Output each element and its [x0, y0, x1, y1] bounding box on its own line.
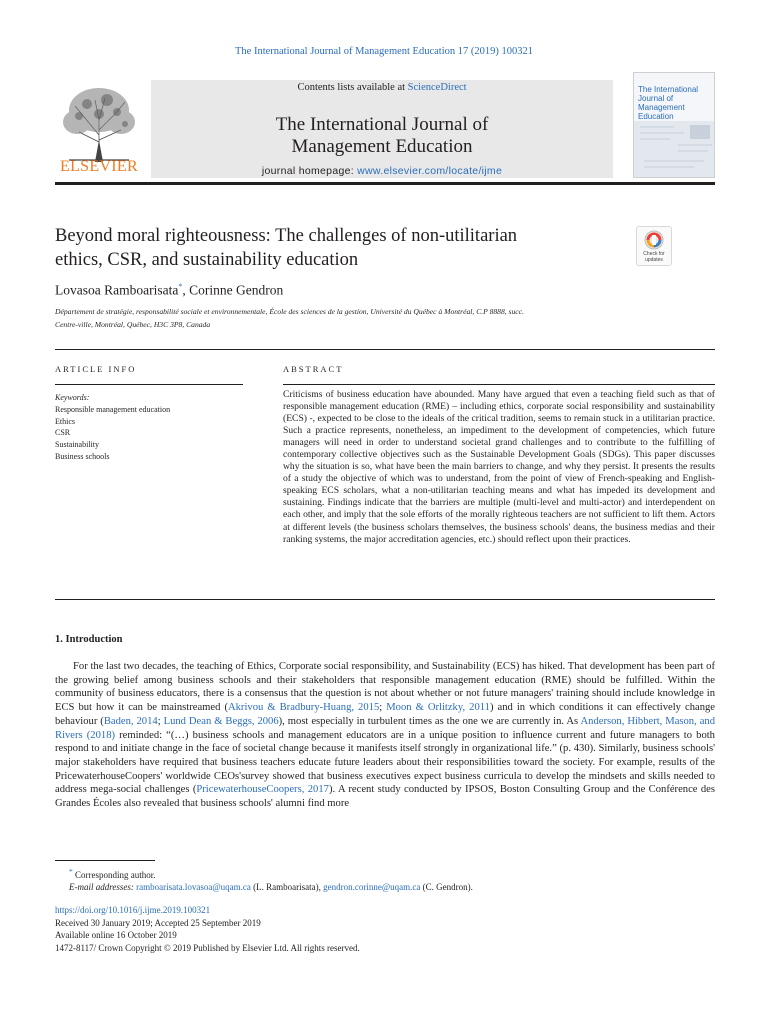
- text-run: ), most especially in turbulent times as the one we are currently in. As: [278, 715, 581, 727]
- masthead-rule: [55, 182, 715, 185]
- text-run: ;: [157, 715, 164, 727]
- keyword-item: Responsible management education: [55, 404, 171, 414]
- contents-prefix: Contents lists available at: [297, 82, 408, 93]
- email-link[interactable]: gendron.corinne@uqam.ca: [323, 882, 421, 893]
- section-rule: [55, 599, 715, 600]
- journal-title-line2: Management Education: [291, 136, 473, 157]
- homepage-prefix: journal homepage:: [261, 165, 358, 177]
- section-heading: 1. Introduction: [55, 634, 123, 645]
- abstract-rule: [283, 384, 715, 385]
- author-list: [55, 282, 283, 299]
- keywords-list: [55, 392, 170, 463]
- article-info-rule: [55, 384, 243, 385]
- keywords-label: Keywords:: [55, 393, 90, 402]
- email-label: E-mail addresses:: [69, 882, 137, 893]
- article-title: [55, 224, 595, 272]
- journal-homepage-link[interactable]: www.elsevier.com/locate/ijme: [357, 165, 503, 177]
- reference-link[interactable]: Baden, 2014: [103, 715, 158, 727]
- text-run: reminded: “(…) business schools and management educators are in a unique position to influence current and future managers to both respond to and initiate change in the face of societal change because it manifests itself strongly in organizational life.” (p. 430). Similarly, business schools' major stakeholders have required that business teachers educate future leaders about their responsibilities toward the society. For example, results of the PricewaterhouseCoopers' worldwide CEOs'survey showed that business executives expect business curricula to develop the mindsets and skills needed to address mega-social challenges (: [55, 729, 715, 796]
- check-for-updates-button[interactable]: [636, 226, 672, 266]
- copyright: 1472-8117/ Crown Copyright © 2019 Published by Elsevier Ltd. All rights reserved.: [55, 942, 360, 953]
- author-name[interactable]: Lovasoa Ramboarisata: [55, 282, 179, 298]
- cover-art-icon: [634, 121, 715, 177]
- keyword-item: Sustainability: [55, 440, 99, 450]
- homepage-line: [151, 165, 613, 177]
- check-updates-label: Check for updates: [643, 251, 665, 263]
- author-name[interactable]: Corinne Gendron: [189, 282, 284, 298]
- received-dates: Received 30 January 2019; Accepted 25 September 2019: [55, 917, 261, 928]
- available-online: Available online 16 October 2019: [55, 930, 177, 941]
- keyword-item: Business schools: [55, 451, 110, 461]
- text-run: ). A recent study conducted by IPSOS, Boston Consulting Group and the Conférence des Grandes Écoles also revealed that business schools' alumni find more: [55, 784, 715, 810]
- footnote-mark: *: [69, 867, 73, 876]
- corresponding-author-note: [55, 866, 715, 881]
- footnotes: [55, 866, 715, 894]
- reference-link[interactable]: Lund Dean & Beggs, 2006: [163, 715, 279, 727]
- article-info-heading: ARTICLE INFO: [55, 364, 137, 374]
- corresponding-mark[interactable]: *: [178, 282, 183, 291]
- reference-link[interactable]: Moon & Orlitzky, 2011: [386, 702, 490, 714]
- journal-citation[interactable]: The International Journal of Management Education 17 (2019) 100321: [235, 46, 533, 57]
- reference-link[interactable]: Akrivou & Bradbury-Huang, 2015: [227, 702, 380, 714]
- introduction-text: [55, 660, 715, 811]
- cover-title: The International Journal of Management Education: [638, 85, 699, 121]
- affiliation: [55, 306, 655, 331]
- author-separator: ,: [182, 282, 190, 298]
- publication-info: [55, 904, 715, 954]
- text-run: For the last two decades, the teaching of Ethics, Corporate social responsibility, and Sustainability (ECS) has hiked. That development has been part of the growing belief among business schools and their stakeholders that responsible management education (RME) should be fulfilled. Within the community of business educators, there is a consensus that the question is not about whether or not future managers' training should include knowledge in ECS but how it can be mainstreamed (: [55, 661, 715, 714]
- footnote-text: Corresponding author.: [72, 870, 156, 880]
- email-note: [55, 881, 715, 893]
- abstract-text: Criticisms of business education have abounded. Many have argued that even a teaching field such as that of responsible management education (RME) – including ethics, corporate social responsibility and sustainability (ECS) -, expected to be close to the ideals of the critical tradition, seems to remain stuck in a utilitarian practice. Such a practice represents, nonetheless, an impediment to the development of competencies, which future managers will need in order to understand societal grand challenges and to contribute to the fulfilling of contemporary collective objectives such as the Sustainable Development Goals (SDGs). This paper discusses why the situation is so, what have been the main barriers to change, and why they persist. It presents the results of a study the objective of which was to understand, from the point of view of French-speaking and English-speaking ECS scholars, what a non-utilitarian teaching means and what has impeded its development and sustaining. Findings indicate that the barriers are multiple (multi-level and multi-actor) and interdependent on each other, and imply that the sole efforts of the morally righteous teachers are not sufficient to lift them. Actors at different levels (the business scholars themselves, the business schools' deans, the business medias and their ranking systems, the major accreditation agencies, etc.) should reflect upon their practices.: [283, 389, 715, 545]
- email-owner: (C. Gendron).: [420, 882, 473, 893]
- email-link[interactable]: ramboarisata.lovasoa@uqam.ca: [136, 882, 251, 893]
- affiliation-line1: Département de stratégie, responsabilité sociale et environnementale, École des sciences de la gestion, Université du Québec à Montréal, C.P 8888, succ.: [55, 307, 524, 316]
- text-run: ;: [379, 702, 387, 714]
- journal-cover-thumbnail[interactable]: [633, 72, 715, 178]
- journal-title: [151, 114, 613, 158]
- paragraph: [55, 660, 715, 811]
- doi-link[interactable]: https://doi.org/10.1016/j.ijme.2019.100321: [55, 905, 211, 915]
- journal-title-line1: The International Journal of: [275, 114, 489, 135]
- affiliation-line2: Centre-ville, Montréal, Québec, H3C 3P8, Canada: [55, 319, 211, 329]
- keyword-item: Ethics: [55, 416, 75, 426]
- contents-line: [151, 82, 613, 93]
- crossmark-icon: [637, 227, 671, 253]
- keyword-item: CSR: [55, 428, 71, 438]
- reference-link[interactable]: PricewaterhouseCoopers, 2017: [196, 784, 329, 796]
- abstract-heading: ABSTRACT: [283, 364, 344, 374]
- journal-header-box: [151, 80, 613, 178]
- reference-link[interactable]: Anderson, Hibbert, Mason, and Rivers (2018): [55, 715, 715, 741]
- article-title-line1: Beyond moral righteousness: The challenges of non-utilitarian: [55, 226, 518, 246]
- sciencedirect-link[interactable]: ScienceDirect: [407, 82, 467, 93]
- publisher-name: ELSEVIER: [60, 158, 138, 175]
- section-rule: [55, 349, 715, 350]
- article-title-line2: ethics, CSR, and sustainability education: [55, 250, 359, 270]
- journal-masthead: [55, 72, 715, 180]
- text-run: ) and in which conditions it can effectively change behaviour (: [55, 702, 715, 727]
- email-owner: (L. Ramboarisata),: [250, 882, 324, 893]
- footnote-rule: [55, 860, 155, 861]
